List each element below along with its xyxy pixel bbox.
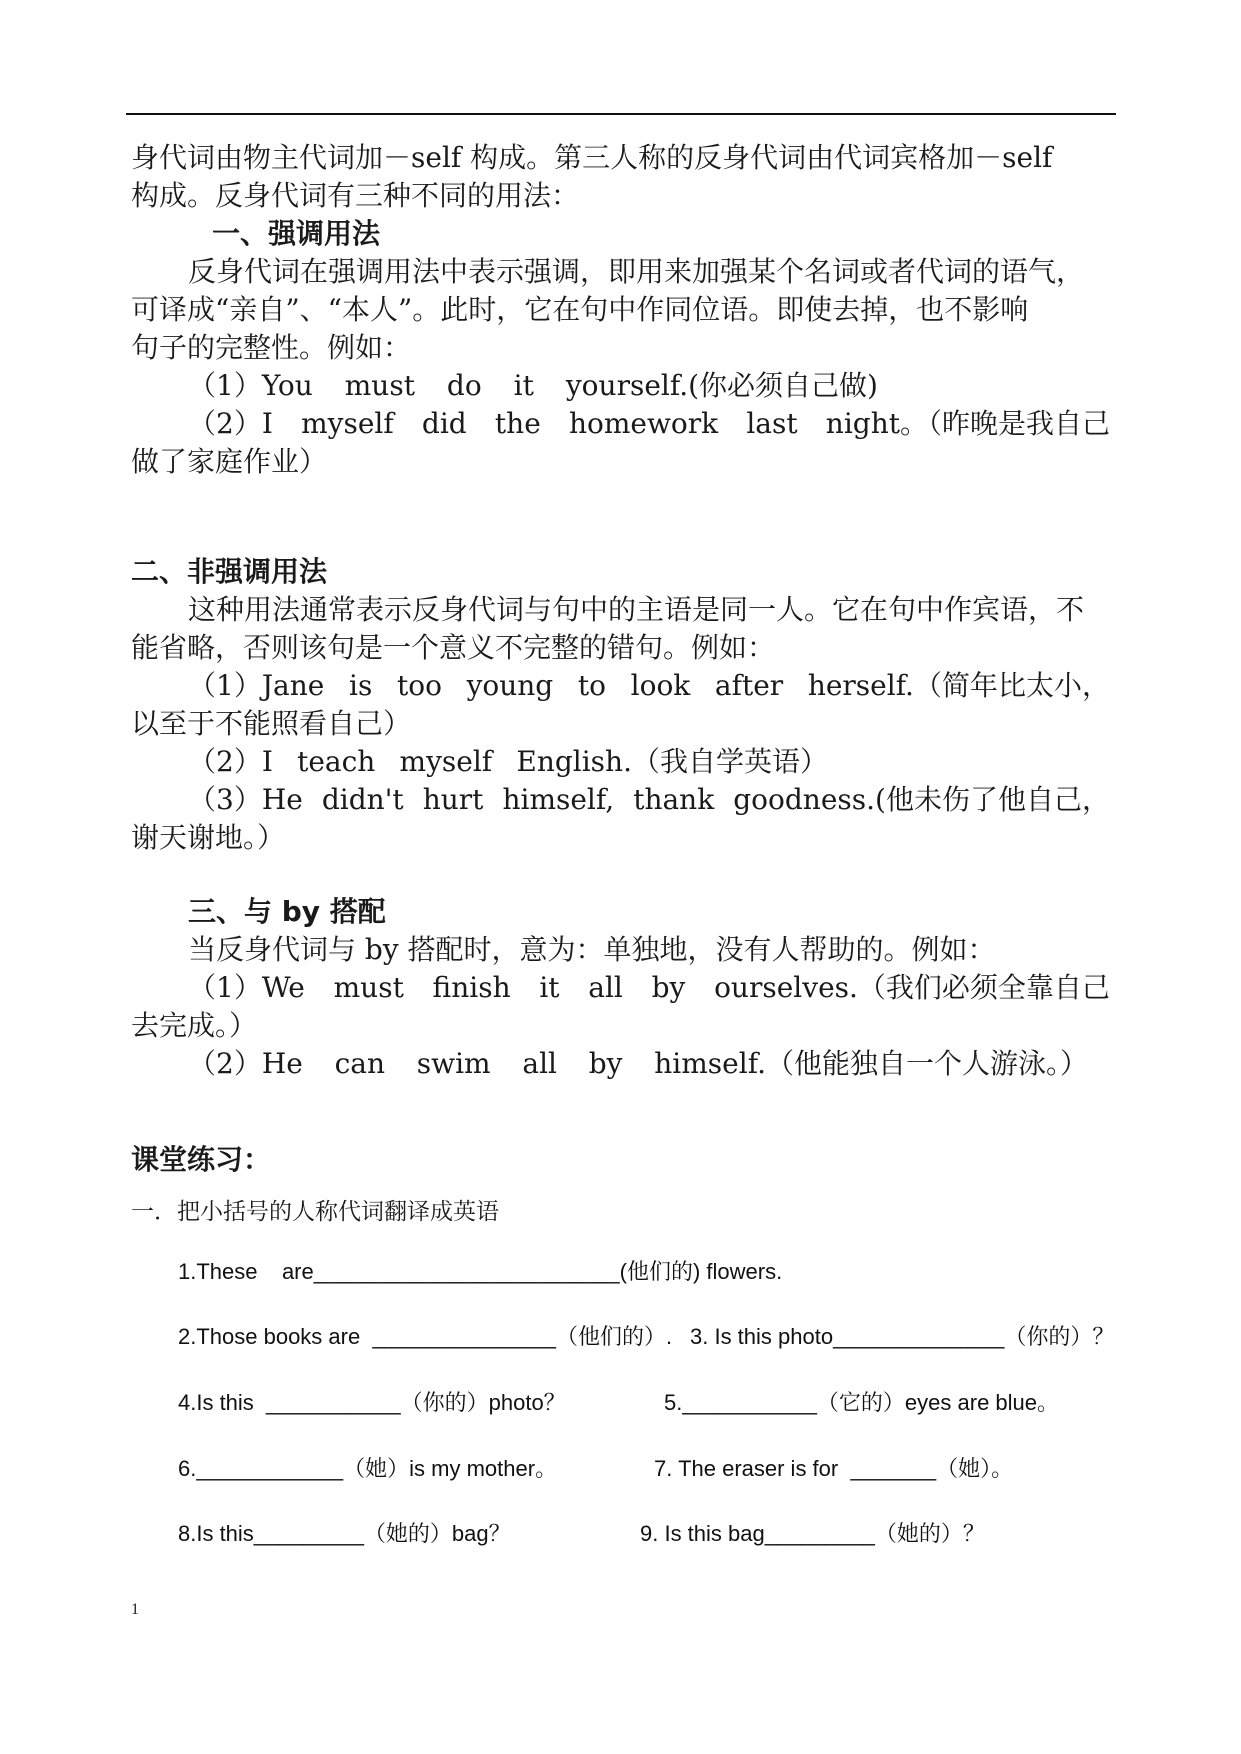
word: himself.（他能独自一个人游泳。） bbox=[654, 1047, 1088, 1080]
word: homework bbox=[568, 407, 719, 440]
section-2-body-line: 这种用法通常表示反身代词与句中的主语是同一人。它在句中作宾语，不 bbox=[188, 593, 1085, 626]
word: myself bbox=[301, 407, 394, 440]
word: （2）He bbox=[188, 1047, 303, 1080]
word: by bbox=[651, 971, 686, 1004]
section-1-body-line: 可译成“亲自”、“本人”。此时，它在句中作同位语。即使去掉，也不影响 bbox=[131, 293, 1029, 326]
word: to bbox=[577, 669, 606, 702]
word: English.（我自学英语） bbox=[516, 745, 828, 778]
word: （2）I bbox=[188, 745, 273, 778]
exercise-5: 5.___________（它的）eyes are blue。 bbox=[664, 1390, 1060, 1415]
section-2-body-line: 能省略，否则该句是一个意义不完整的错句。例如： bbox=[131, 631, 776, 664]
section-2-example-3-cont: 谢天谢地。） bbox=[131, 821, 286, 854]
word: it bbox=[539, 971, 560, 1004]
word: didn't bbox=[321, 783, 404, 816]
section-2-example-1 bbox=[188, 667, 1110, 705]
section-1-title: 一、强调用法 bbox=[212, 217, 381, 250]
word: last bbox=[746, 407, 798, 440]
word: the bbox=[494, 407, 541, 440]
word: himself, bbox=[502, 783, 615, 816]
word: teach bbox=[297, 745, 376, 778]
word: herself.（简年比太小， bbox=[807, 669, 1110, 702]
section-1-example-1 bbox=[188, 367, 878, 405]
exercise-7: 7. The eraser is for _______（她）。 bbox=[654, 1456, 1014, 1481]
word: night。（昨晚是我自己 bbox=[825, 407, 1110, 440]
section-2-title: 二、非强调用法 bbox=[131, 555, 328, 588]
section-3-title: 三、与 by 搭配 bbox=[188, 895, 386, 928]
word: all bbox=[588, 971, 623, 1004]
word: finish bbox=[432, 971, 511, 1004]
section-3-example-1 bbox=[188, 969, 1110, 1007]
word: （3）He bbox=[188, 783, 303, 816]
exercise-6: 6.____________（她）is my mother。 bbox=[178, 1456, 558, 1481]
exercise-1: 1.These are_________________________(他们的) flowers. bbox=[178, 1259, 783, 1284]
exercise-3: 3. Is this photo______________（你的）？ bbox=[690, 1324, 1115, 1349]
word: thank bbox=[633, 783, 715, 816]
word: swim bbox=[416, 1047, 491, 1080]
intro-line-1: 身代词由物主代词加－self 构成。第三人称的反身代词由代词宾格加－self bbox=[131, 141, 1053, 174]
section-1-example-2 bbox=[188, 405, 1110, 443]
exercise-4: 4.Is this ___________（你的）photo？ bbox=[178, 1390, 566, 1415]
section-1-example-2-cont: 做了家庭作业） bbox=[131, 445, 328, 478]
word: all bbox=[522, 1047, 557, 1080]
section-3-body: 当反身代词与 by 搭配时，意为：单独地，没有人帮助的。例如： bbox=[188, 933, 996, 966]
word: yourself.(你必须自己做) bbox=[565, 369, 878, 402]
word: do bbox=[446, 369, 482, 402]
word: hurt bbox=[422, 783, 484, 816]
header-rule bbox=[126, 113, 1116, 115]
section-1-body-line: 反身代词在强调用法中表示强调，即用来加强某个名词或者代词的语气， bbox=[188, 255, 1085, 288]
practice-subtitle: 一．把小括号的人称代词翻译成英语 bbox=[131, 1198, 499, 1224]
section-2-example-1-cont: 以至于不能照看自己） bbox=[131, 707, 412, 740]
section-2-example-3 bbox=[188, 781, 1110, 819]
exercise-8: 8.Is this_________（她的）bag？ bbox=[178, 1521, 511, 1546]
section-3-example-2 bbox=[188, 1045, 1088, 1083]
word: it bbox=[513, 369, 534, 402]
word: （1）Jane bbox=[188, 669, 325, 702]
word: by bbox=[588, 1047, 623, 1080]
word: must bbox=[333, 971, 404, 1004]
section-1-body-line: 句子的完整性。例如： bbox=[131, 331, 412, 364]
intro-line-2: 构成。反身代词有三种不同的用法： bbox=[131, 179, 580, 212]
word: can bbox=[334, 1047, 385, 1080]
exercise-9: 9. Is this bag_________（她的）？ bbox=[640, 1521, 985, 1546]
section-2-example-2 bbox=[188, 743, 828, 781]
word: young bbox=[466, 669, 554, 702]
exercise-2: 2.Those books are _______________（他们的）. bbox=[178, 1324, 673, 1349]
word: ourselves.（我们必须全靠自己 bbox=[714, 971, 1110, 1004]
word: too bbox=[396, 669, 442, 702]
word: （2）I bbox=[188, 407, 273, 440]
word: is bbox=[348, 669, 373, 702]
word: myself bbox=[399, 745, 493, 778]
word: did bbox=[421, 407, 467, 440]
word: （1）We bbox=[188, 971, 305, 1004]
word: must bbox=[344, 369, 415, 402]
practice-title: 课堂练习： bbox=[131, 1143, 272, 1176]
page-number: 1 bbox=[131, 1601, 139, 1618]
section-3-example-1-cont: 去完成。） bbox=[131, 1009, 258, 1042]
word: look bbox=[630, 669, 691, 702]
word: （1）You bbox=[188, 369, 313, 402]
word: after bbox=[714, 669, 784, 702]
word: goodness.(他未伤了他自己， bbox=[733, 783, 1110, 816]
